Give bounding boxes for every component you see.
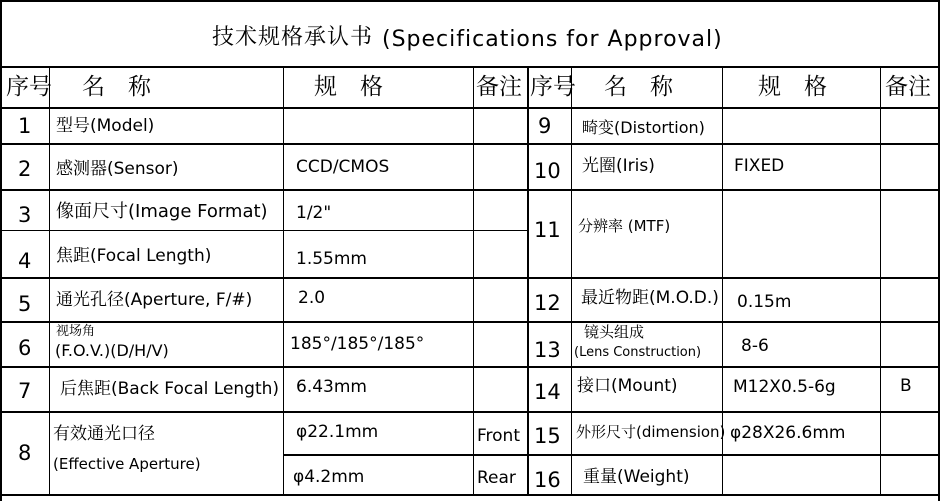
hline-row2-bottom bbox=[0, 189, 940, 191]
row-spec: 185°/185°/185° bbox=[290, 334, 425, 354]
vline-left-no bbox=[49, 66, 50, 496]
row-spec: 1.55mm bbox=[296, 249, 367, 269]
row-spec: φ28X26.6mm bbox=[730, 423, 846, 443]
row-spec-front: φ22.1mm bbox=[296, 422, 379, 442]
row-name-line1: 视场角 bbox=[56, 324, 96, 339]
row-name: 后焦距(Back Focal Length) bbox=[60, 379, 280, 399]
border-top bbox=[0, 0, 940, 2]
row-name-line2: (F.O.V.)(D/H/V) bbox=[55, 341, 169, 360]
row-number: 10 bbox=[534, 159, 561, 183]
row-number: 8 bbox=[18, 441, 32, 465]
row-name-line1: 有效通光口径 bbox=[53, 424, 155, 444]
row-number: 3 bbox=[18, 203, 32, 227]
row-number: 2 bbox=[18, 157, 32, 181]
row-number: 13 bbox=[534, 338, 561, 362]
vline-right-no bbox=[571, 66, 572, 496]
row-name: 光圈(Iris) bbox=[582, 156, 655, 176]
row-remark: B bbox=[900, 376, 912, 396]
hline-row7-bottom bbox=[0, 411, 940, 413]
vline-left-name bbox=[283, 66, 284, 496]
vline-left-spec bbox=[473, 66, 474, 496]
row-spec: 1/2" bbox=[296, 203, 332, 223]
hline-row8-mid bbox=[283, 454, 529, 456]
row-remark-front: Front bbox=[477, 426, 520, 446]
row-name: 焦距(Focal Length) bbox=[56, 246, 212, 266]
row-name: 重量(Weight) bbox=[583, 467, 690, 487]
row-spec: FIXED bbox=[734, 156, 785, 176]
hline-row6-bottom bbox=[0, 366, 940, 368]
header-no-left: 序号 bbox=[6, 74, 52, 100]
header-name-left: 名 称 bbox=[82, 74, 151, 100]
header-remark-right: 备注 bbox=[885, 74, 931, 100]
row-number: 6 bbox=[18, 336, 32, 360]
hline-row1-bottom bbox=[0, 143, 940, 145]
row-name: 感测器(Sensor) bbox=[56, 159, 179, 179]
hline-row3-bottom-left bbox=[0, 230, 527, 231]
row-name-line1: 镜头组成 bbox=[584, 323, 645, 341]
row-name: 外形尺寸(dimension) bbox=[576, 423, 726, 441]
row-number: 11 bbox=[534, 218, 561, 242]
header-name-right: 名 称 bbox=[604, 74, 673, 100]
row-name: 像面尺寸(Image Format) bbox=[56, 201, 268, 222]
row-spec-rear: φ4.2mm bbox=[293, 467, 365, 487]
hline-row5-bottom bbox=[0, 321, 940, 323]
row-name: 最近物距(M.O.D.) bbox=[581, 288, 719, 308]
row-number: 12 bbox=[534, 291, 561, 315]
row-name-line2: (Lens Construction) bbox=[574, 345, 702, 360]
header-spec-left: 规 格 bbox=[314, 74, 383, 100]
hline-title-bottom bbox=[0, 66, 940, 68]
border-left bbox=[0, 0, 2, 501]
row-number: 16 bbox=[534, 468, 561, 492]
vline-right-spec bbox=[880, 66, 881, 496]
row-spec: M12X0.5-6g bbox=[733, 377, 836, 397]
row-spec: CCD/CMOS bbox=[296, 157, 390, 177]
row-name: 通光孔径(Aperture, F/#) bbox=[56, 290, 253, 310]
row-name: 畸变(Distortion) bbox=[582, 118, 705, 137]
row-spec: 6.43mm bbox=[296, 377, 367, 397]
row-number: 9 bbox=[538, 114, 552, 138]
row-number: 15 bbox=[534, 424, 561, 448]
row-spec: 0.15m bbox=[737, 292, 792, 312]
title-en: (Specifications for Approval) bbox=[382, 27, 723, 52]
header-spec-right: 规 格 bbox=[758, 74, 827, 100]
row-name: 接口(Mount) bbox=[577, 376, 678, 396]
row-number: 7 bbox=[18, 379, 32, 403]
hline-table-bottom bbox=[0, 494, 940, 496]
header-remark-left: 备注 bbox=[476, 74, 522, 100]
hline-header-bottom bbox=[0, 107, 940, 109]
hline-row4-bottom bbox=[0, 277, 940, 279]
row-spec: 8-6 bbox=[741, 336, 769, 356]
row-name: 型号(Model) bbox=[56, 116, 155, 136]
header-no-right: 序号 bbox=[530, 74, 576, 100]
row-name: 分辨率 (MTF) bbox=[578, 217, 671, 235]
row-name-line2: (Effective Aperture) bbox=[53, 455, 201, 473]
row-number: 4 bbox=[18, 249, 32, 273]
row-spec: 2.0 bbox=[298, 288, 326, 308]
row-remark-rear: Rear bbox=[477, 468, 516, 488]
row-number: 5 bbox=[18, 292, 32, 316]
hline-row15-bottom bbox=[527, 454, 940, 456]
title-cn: 技术规格承认书 bbox=[212, 25, 374, 50]
row-number: 14 bbox=[534, 380, 561, 404]
vline-center bbox=[527, 66, 529, 496]
row-number: 1 bbox=[18, 114, 32, 138]
